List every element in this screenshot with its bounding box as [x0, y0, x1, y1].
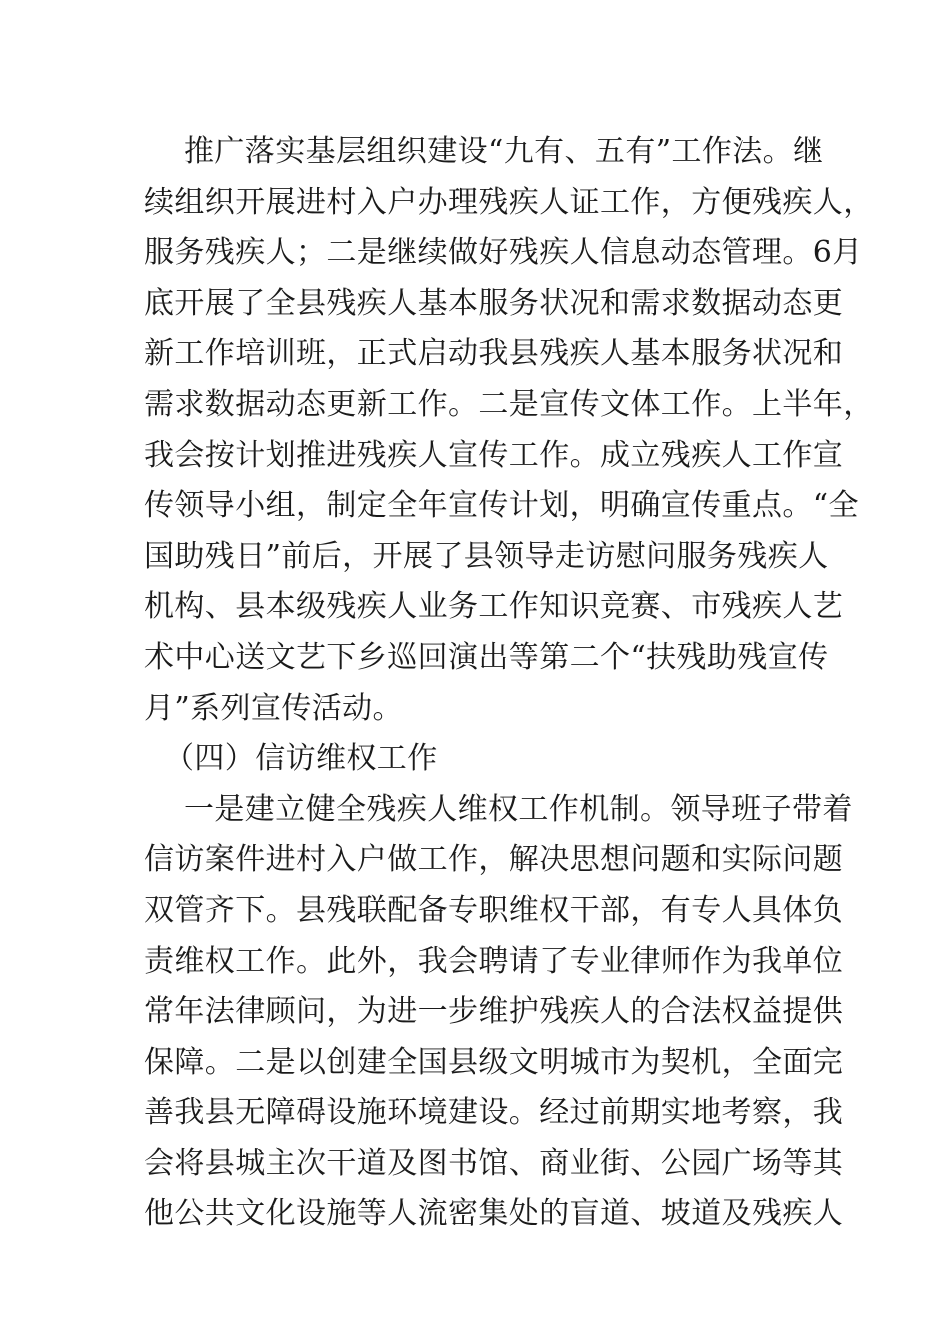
paragraph-2-line: 一是建立健全残疾人维权工作机制。领导班子带着 [184, 791, 853, 827]
paragraph-1-line: 术中心送文艺下乡巡回演出等第二个“扶残助残宣传 [144, 639, 829, 675]
section-heading: （四）信访维权工作 [164, 741, 438, 777]
paragraph-2-line: 善我县无障碍设施环境建设。经过前期实地考察，我 [144, 1095, 844, 1131]
paragraph-2-line: 信访案件进村入户做工作，解决思想问题和实际问题 [144, 842, 844, 878]
paragraph-1-line: 月”系列宣传活动。 [144, 690, 403, 726]
paragraph-1-line: 新工作培训班，正式启动我县残疾人基本服务状况和 [144, 336, 844, 372]
paragraph-2-line: 保障。二是以创建全国县级文明城市为契机，全面完 [144, 1044, 844, 1080]
paragraph-2-line: 双管齐下。县残联配备专职维权干部，有专人具体负 [144, 892, 844, 928]
paragraph-1-line: 我会按计划推进残疾人宣传工作。成立残疾人工作宣 [144, 437, 844, 473]
paragraph-1-line: 传领导小组，制定全年宣传计划，明确宣传重点。“全 [144, 488, 859, 524]
document-body [144, 127, 874, 1240]
paragraph-2-line: 会将县城主次干道及图书馆、商业街、公园广场等其 [144, 1145, 844, 1181]
paragraph-1-line: 需求数据动态更新工作。二是宣传文体工作。上半年， [144, 386, 874, 422]
paragraph-2-line: 常年法律顾问，为进一步维护残疾人的合法权益提供 [144, 994, 844, 1030]
paragraph-1-line: 服务残疾人；二是继续做好残疾人信息动态管理。6月 [144, 235, 863, 271]
paragraph-1-line: 国助残日”前后，开展了县领导走访慰问服务残疾人 [144, 538, 829, 574]
paragraph-1-line: 机构、县本级残疾人业务工作知识竞赛、市残疾人艺 [144, 589, 844, 625]
paragraph-1-line: 续组织开展进村入户办理残疾人证工作，方便残疾人， [144, 184, 874, 220]
paragraph-1-line: 底开展了全县残疾人基本服务状况和需求数据动态更 [144, 285, 844, 321]
paragraph-2-line: 责维权工作。此外，我会聘请了专业律师作为我单位 [144, 943, 844, 979]
paragraph-1-line: 推广落实基层组织建设“九有、五有”工作法。继 [184, 134, 824, 169]
paragraph-2-line: 他公共文化设施等人流密集处的盲道、坡道及残疾人 [144, 1196, 844, 1232]
